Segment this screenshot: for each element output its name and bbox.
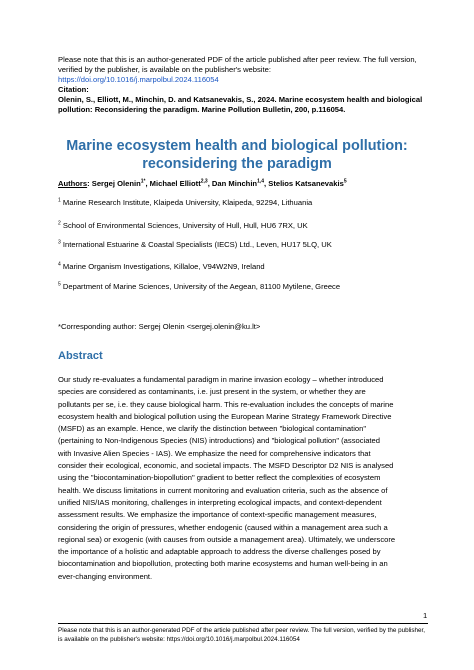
abstract-line: the importance of a holistic and adaptable approach to address the diverse challenges posed by [58, 547, 381, 557]
abstract-line: assessment results. We emphasize the importance of context-specific management measures, [58, 510, 377, 520]
abstract-line: with Invasive Alien Species - IAS). We emphasize the need for comprehensive indicators that [58, 448, 371, 458]
abstract-line: species are considered as contaminants, i.e. just present in the system, or whether they are [58, 387, 366, 397]
abstract-line: Our study re-evaluates a fundamental paradigm in marine invasion ecology – whether introduced [58, 375, 384, 384]
title-line-1: Marine ecosystem health and biological pollution: [66, 138, 408, 154]
abstract-line: ecosystem health and biological pollution using the European Marine Strategy Framework Directive [58, 411, 392, 421]
page-number: 1 [423, 611, 428, 620]
author-version-notice [58, 55, 428, 115]
author-name: Dan Minchin [211, 179, 258, 188]
affiliation-text: Department of Marine Sciences, University of the Aegean, 81100 Mytilene, Greece [62, 282, 341, 291]
citation-label: Citation: [58, 85, 89, 94]
abstract-line: (MSFD) as an example. Hence, we clarify the distinction between "biological contamination" [58, 424, 367, 434]
affiliation-number: 1 [58, 197, 61, 204]
abstract-line: considering the origin of pressures, whether endogenic (caused within a management area such a [58, 522, 388, 532]
affiliation [58, 240, 438, 250]
abstract-line: regional sea) or exogenic (with causes from outside a management area). Ultimately, we underscore [58, 534, 396, 544]
abstract-line: pollutants per se, i.e. they cause biological harm. This re-evaluation includes the concepts of marine [58, 399, 394, 409]
author-name: Stelios Katsanevakis [268, 179, 344, 188]
affiliation [58, 262, 438, 272]
abstract-heading: Abstract [58, 350, 103, 362]
affiliation-text: School of Environmental Sciences, University of Hull, Hull, HU6 7RX, UK [62, 221, 308, 230]
author-affiliation-mark: 1,4 [257, 178, 265, 185]
author-affiliation-mark: 5 [343, 178, 347, 185]
author-affiliation-mark: 2,3 [200, 178, 208, 185]
citation-text: Olenin, S., Elliott, M., Minchin, D. and Katsanevakis, S., 2024. Marine ecosystem health and biological pollution: Reconsidering the paradigm. Marine Pollution Bulletin, 200, p.116054. [58, 95, 423, 114]
affiliation-number: 4 [58, 261, 61, 268]
affiliation-number: 5 [58, 281, 61, 288]
affiliation-number: 3 [58, 239, 61, 246]
author-list: Authors: Sergej Olenin$^{1*}$, Michael Elliott$^{2,3}$, Dan Minchin$^{1,4}$, Stelios Katsanevakis$^5$ [58, 178, 347, 188]
notice-text: Please note that this is an author-generated PDF of the article published after peer review. The full version, verified by the publisher, is available on the publisher's website: [58, 55, 417, 74]
abstract-line: biocontamination and biopollution, protecting both marine ecosystems and human well-being in an [58, 559, 388, 569]
footer-notice: Please note that this is an author-generated PDF of the article published after peer review. The full version, verified by the publisher, is available on the publisher's website: https://doi.org/10.1016/j.marpolbul.2024.116054 [58, 627, 426, 643]
abstract-line: unified NIS/IAS monitoring, challenges in interpreting ecological impacts, and context-dependent [58, 497, 382, 507]
authors-label: Authors [58, 179, 88, 188]
corresponding-author: *Corresponding author: Sergej Olenin <sergej.olenin@ku.lt> [58, 322, 261, 331]
affiliation [58, 282, 438, 292]
abstract-body [58, 374, 426, 583]
affiliation [58, 221, 438, 231]
affiliation-text: International Estuarine & Coastal Specialists (IECS) Ltd., Leven, HU17 5LQ, UK [62, 240, 332, 249]
affiliation-text: Marine Organism Investigations, Killaloe, V94W2N9, Ireland [62, 262, 265, 271]
author-name: Sergej Olenin [91, 179, 141, 188]
affiliation-text: Marine Research Institute, Klaipeda University, Klaipeda, 92294, Lithuania [62, 198, 313, 207]
abstract-line: ever-changing environment. [58, 571, 153, 581]
abstract-line: health. We discuss limitations in current monitoring and evaluation criteria, such as the absence of [58, 485, 388, 495]
author-affiliation-mark: 1* [140, 178, 146, 185]
footer-divider [58, 623, 428, 624]
paper-title [40, 137, 434, 173]
affiliation-number: 2 [58, 220, 61, 227]
abstract-line: consider their ecological, economic, and societal impacts. The MSFD Descriptor D2 NIS is analysed [58, 461, 394, 471]
author-name: Michael Elliott [149, 179, 201, 188]
abstract-line: using the "biocontamination-biopollution" gradient to better reflect the complexities of ecosystem [58, 473, 381, 483]
affiliation [58, 198, 438, 208]
doi-link[interactable]: https://doi.org/10.1016/j.marpolbul.2024.116054 [58, 75, 219, 84]
abstract-line: (pertaining to Non-Indigenous Species (NIS) introductions) and "biological pollution" (associated [58, 436, 380, 446]
title-line-2: reconsidering the paradigm [142, 156, 332, 172]
